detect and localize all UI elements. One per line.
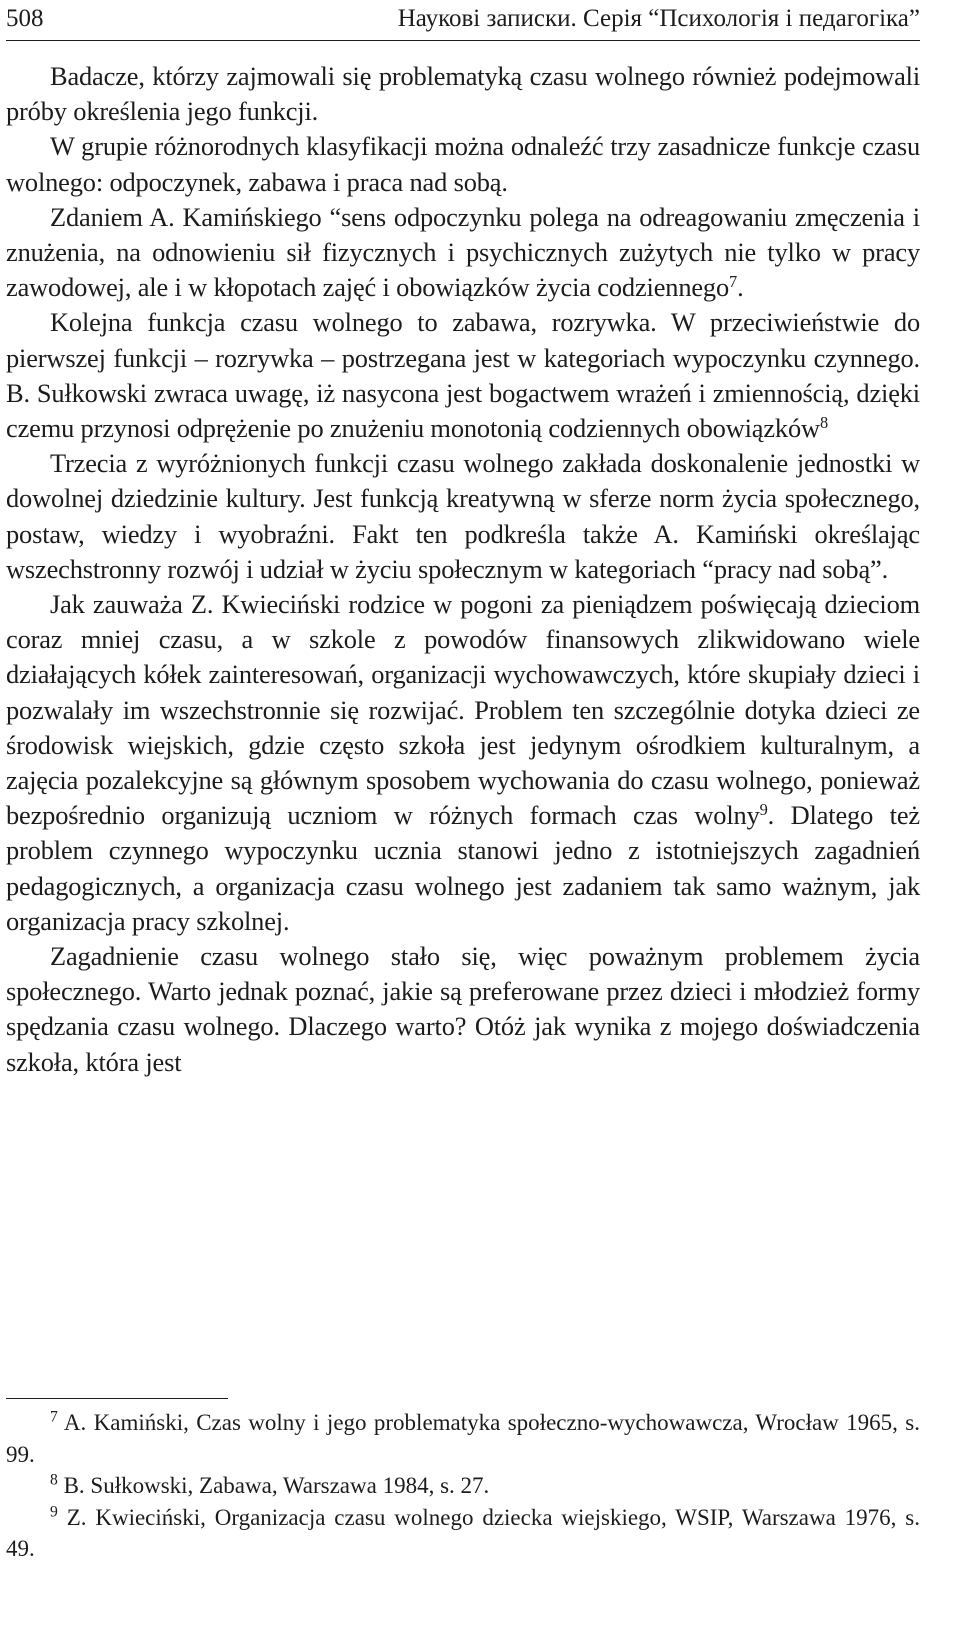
paragraph-text: Trzecia z wyróżnionych funkcji czasu wolnego zakłada doskonalenie jednostki w dowolnej dziedzinie kultury. Jest funkcją kreatywną w sferze norm życia społecznego, postaw, wiedzy i wyobraźni. Fakt ten podkreśla także A. Kamiński określając wszechstronny rozwój i udział w życiu społecznym w kategoriach “pracy nad sobą”.	[6, 448, 920, 584]
footnote-number: 8	[50, 1471, 58, 1489]
body-text	[6, 59, 920, 1080]
paragraph-text: Zagadnienie czasu wolnego stało się, więc poważnym problemem życia społecznego. Warto jednak poznać, jakie są preferowane przez dzieci i młodzież formy spędzania czasu wolnego. Dlaczego warto? Otóż jak wynika z mojego doświadczenia szkoła, która jest	[6, 941, 920, 1077]
footnote	[6, 1470, 920, 1502]
paragraph	[6, 200, 920, 306]
paragraph	[6, 59, 920, 129]
paragraph	[6, 129, 920, 199]
footnote-text: B. Sułkowski, Zabawa, Warszawa 1984, s. 27.	[63, 1473, 490, 1498]
footnote-number: 9	[50, 1502, 58, 1520]
paragraph	[6, 446, 920, 587]
paragraph-text: Badacze, którzy zajmowali się problematyką czasu wolnego również podejmowali próby określenia jego funkcji.	[6, 61, 920, 127]
paragraph-text: Kolejna funkcja czasu wolnego to zabawa, rozrywka. W przeciwieństwie do pierwszej funkcji – rozrywka – postrzegana jest w kategoriach wypoczynku czynnego. B. Sułkowski zwraca uwagę, iż nasycona jest bogactwem wrażeń i zmiennością, dzięki czemu przynosi odprężenie po znużeniu monotonią codziennych obowiązków	[6, 307, 920, 444]
footnote-reference[interactable]: 9	[759, 800, 768, 820]
paragraph-text-tail: . Dlatego też problem czynnego wypoczynku ucznia stanowi jedno z istotniejszych zagadnień pedagogicznych, a organizacja czasu wolnego jest zadaniem tak samo ważnym, jak organizacja pracy szkolnej.	[6, 800, 920, 936]
page-number: 508	[6, 5, 44, 32]
footnote-reference[interactable]: 7	[729, 272, 738, 292]
footnote-text: Z. Kwieciński, Organizacja czasu wolnego dziecka wiejskiego, WSIP, Warszawa 1976, s. 49.	[6, 1504, 920, 1561]
paragraph-text: Jak zauważa Z. Kwieciński rodzice w pogoni za pieniądzem poświęcają dzieciom coraz mniej czasu, a w szkole z powodów finansowych zlikwidowano wiele działających kółek zainteresowań, organizacji wychowawczych, które skupiały dzieci i pozwalały im wszechstronnie się rozwijać. Problem ten szczególnie dotyka dzieci ze środowisk wiejskich, gdzie często szkoła jest jedynym ośrodkiem kulturalnym, a zajęcia pozalekcyjne są głównym sposobem wychowania do czasu wolnego, ponieważ bezpośrednio organizują uczniom w różnych formach czas wolny	[6, 589, 920, 831]
paragraph	[6, 305, 920, 446]
paragraph	[6, 587, 920, 939]
paragraph-text: Zdaniem A. Kamińskiego “sens odpoczynku polega na odreagowaniu zmęczenia i znużenia, na odnowieniu sił fizycznych i psychicznych zużytych nie tylko w pracy zawodowej, ale i w kłopotach zajęć i obowiązków życia codziennego	[6, 201, 920, 303]
document-page	[6, 0, 920, 1644]
footnotes	[6, 1407, 920, 1565]
footnote-divider	[6, 1398, 228, 1399]
paragraph	[6, 939, 920, 1080]
footnote-number: 7	[50, 1408, 58, 1426]
journal-title: Наукові записки. Серія “Психологія і педагогіка”	[397, 5, 920, 32]
footnote	[6, 1502, 920, 1565]
paragraph-text-tail: .	[737, 272, 744, 303]
footnote	[6, 1407, 920, 1470]
running-head	[6, 0, 920, 41]
footnote-reference[interactable]: 8	[819, 413, 828, 433]
paragraph-text: W grupie różnorodnych klasyfikacji można odnaleźć trzy zasadnicze funkcje czasu wolnego: odpoczynek, zabawa i praca nad sobą.	[6, 131, 920, 197]
footnote-text: A. Kamiński, Czas wolny i jego problematyka społeczno-wychowawcza, Wrocław 1965, s. 99.	[6, 1410, 920, 1467]
